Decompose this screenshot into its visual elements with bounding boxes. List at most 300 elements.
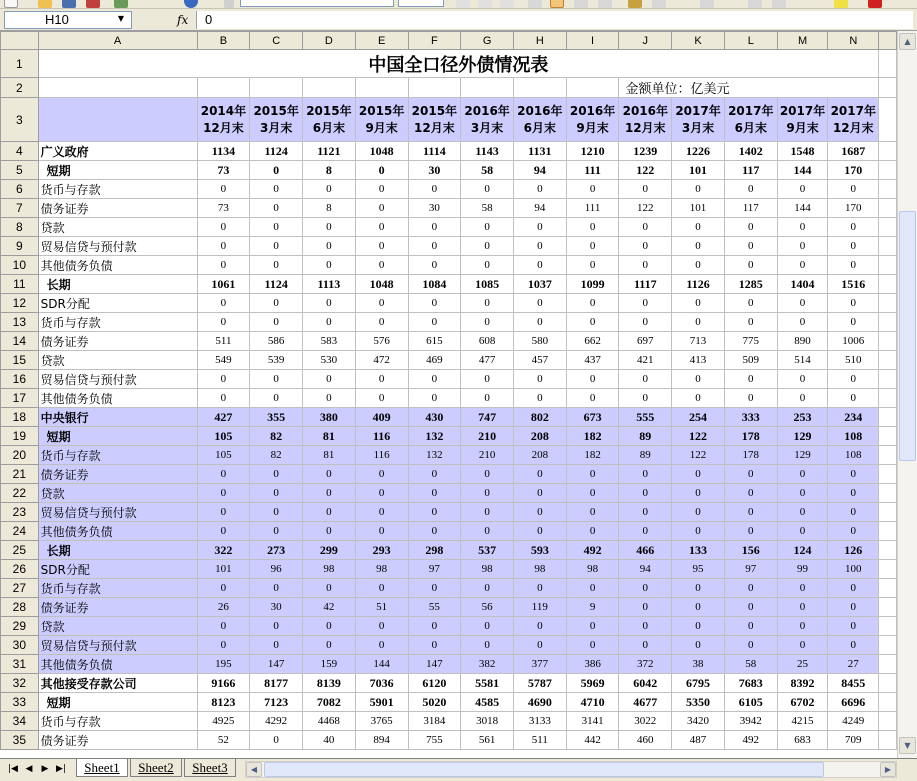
value-cell[interactable]: 0 (566, 294, 619, 313)
unit-label[interactable]: 金额单位：亿美元 (619, 78, 879, 98)
period-header[interactable]: 2017年 9月末 (777, 98, 828, 142)
row-header[interactable]: 29 (1, 617, 39, 636)
value-cell[interactable]: 0 (408, 579, 461, 598)
align-right-icon[interactable] (574, 0, 588, 8)
permission-icon[interactable] (86, 0, 100, 8)
row-label[interactable]: 贷款 (38, 617, 197, 636)
value-cell[interactable]: 0 (513, 218, 566, 237)
value-cell[interactable]: 0 (513, 389, 566, 408)
value-cell[interactable]: 117 (724, 161, 777, 180)
value-cell[interactable]: 55 (408, 598, 461, 617)
row-header[interactable]: 25 (1, 541, 39, 560)
value-cell[interactable]: 0 (828, 522, 879, 541)
tab-sheet1[interactable]: Sheet1 (76, 759, 128, 777)
value-cell[interactable]: 0 (724, 579, 777, 598)
value-cell[interactable]: 159 (303, 655, 356, 674)
value-cell[interactable]: 0 (828, 180, 879, 199)
value-cell[interactable]: 0 (197, 237, 250, 256)
value-cell[interactable]: 105 (197, 446, 250, 465)
value-cell[interactable]: 0 (197, 465, 250, 484)
value-cell[interactable]: 430 (408, 408, 461, 427)
value-cell[interactable]: 3942 (724, 712, 777, 731)
value-cell[interactable]: 0 (303, 180, 356, 199)
value-cell[interactable]: 3765 (355, 712, 408, 731)
value-cell[interactable]: 0 (197, 256, 250, 275)
row-label[interactable]: 贸易信贷与预付款 (38, 237, 197, 256)
value-cell[interactable]: 208 (513, 446, 566, 465)
column-header[interactable]: G (461, 32, 514, 50)
value-cell[interactable]: 6042 (619, 674, 672, 693)
value-cell[interactable]: 0 (566, 370, 619, 389)
value-cell[interactable]: 0 (672, 180, 725, 199)
value-cell[interactable]: 0 (408, 180, 461, 199)
value-cell[interactable]: 0 (197, 636, 250, 655)
cell[interactable] (250, 78, 303, 98)
period-header[interactable]: 2015年 9月末 (355, 98, 408, 142)
help-icon[interactable] (184, 0, 198, 8)
value-cell[interactable]: 273 (250, 541, 303, 560)
value-cell[interactable]: 0 (672, 636, 725, 655)
value-cell[interactable]: 6795 (672, 674, 725, 693)
value-cell[interactable]: 182 (566, 446, 619, 465)
cell[interactable] (355, 78, 408, 98)
value-cell[interactable]: 0 (303, 522, 356, 541)
row-header[interactable]: 10 (1, 256, 39, 275)
value-cell[interactable]: 116 (355, 427, 408, 446)
row-header[interactable]: 30 (1, 636, 39, 655)
row-label[interactable]: 贷款 (38, 484, 197, 503)
value-cell[interactable]: 0 (513, 465, 566, 484)
value-cell[interactable]: 0 (619, 370, 672, 389)
value-cell[interactable]: 1124 (250, 275, 303, 294)
prev-sheet-icon[interactable]: ◀ (25, 764, 33, 774)
value-cell[interactable]: 58 (724, 655, 777, 674)
value-cell[interactable]: 0 (724, 617, 777, 636)
decrease-indent-icon[interactable] (748, 0, 762, 8)
italic-icon[interactable] (478, 0, 492, 8)
period-header[interactable]: 2017年 6月末 (724, 98, 777, 142)
value-cell[interactable]: 0 (672, 313, 725, 332)
fill-color-icon[interactable] (834, 0, 848, 8)
value-cell[interactable]: 0 (303, 503, 356, 522)
value-cell[interactable]: 0 (777, 636, 828, 655)
value-cell[interactable]: 30 (250, 598, 303, 617)
value-cell[interactable]: 0 (250, 313, 303, 332)
value-cell[interactable]: 299 (303, 541, 356, 560)
value-cell[interactable]: 0 (461, 370, 514, 389)
value-cell[interactable]: 0 (724, 370, 777, 389)
value-cell[interactable]: 0 (461, 522, 514, 541)
value-cell[interactable]: 3133 (513, 712, 566, 731)
value-cell[interactable]: 697 (619, 332, 672, 351)
value-cell[interactable]: 0 (303, 465, 356, 484)
value-cell[interactable]: 0 (461, 503, 514, 522)
cell[interactable] (879, 674, 897, 693)
row-header[interactable]: 13 (1, 313, 39, 332)
column-header[interactable]: M (777, 32, 828, 50)
formula-input[interactable]: 0 (196, 11, 913, 29)
value-cell[interactable]: 9166 (197, 674, 250, 693)
value-cell[interactable]: 492 (566, 541, 619, 560)
value-cell[interactable]: 0 (672, 389, 725, 408)
row-label[interactable]: 广义政府 (38, 142, 197, 161)
tab-sheet3[interactable]: Sheet3 (184, 759, 236, 777)
value-cell[interactable]: 492 (724, 731, 777, 750)
value-cell[interactable]: 0 (724, 484, 777, 503)
underline-icon[interactable] (500, 0, 514, 8)
value-cell[interactable]: 0 (672, 503, 725, 522)
cell[interactable] (879, 237, 897, 256)
row-header[interactable]: 14 (1, 332, 39, 351)
value-cell[interactable]: 0 (197, 218, 250, 237)
last-sheet-icon[interactable]: ▶| (56, 764, 66, 774)
column-header[interactable]: B (197, 32, 250, 50)
toolbar-options-icon[interactable] (224, 0, 234, 8)
value-cell[interactable]: 98 (461, 560, 514, 579)
value-cell[interactable]: 709 (828, 731, 879, 750)
cell[interactable] (879, 598, 897, 617)
value-cell[interactable]: 0 (197, 617, 250, 636)
cell[interactable] (879, 579, 897, 598)
value-cell[interactable]: 8 (303, 161, 356, 180)
value-cell[interactable]: 0 (197, 522, 250, 541)
period-header[interactable]: 2015年 12月末 (408, 98, 461, 142)
value-cell[interactable]: 583 (303, 332, 356, 351)
insert-function-icon[interactable]: fx (177, 13, 189, 27)
cell[interactable] (879, 50, 897, 78)
value-cell[interactable]: 615 (408, 332, 461, 351)
value-cell[interactable]: 52 (197, 731, 250, 750)
cell[interactable] (879, 218, 897, 237)
value-cell[interactable]: 94 (619, 560, 672, 579)
value-cell[interactable]: 133 (672, 541, 725, 560)
row-label[interactable]: SDR分配 (38, 560, 197, 579)
align-left-icon[interactable] (528, 0, 542, 8)
value-cell[interactable]: 0 (303, 579, 356, 598)
value-cell[interactable]: 0 (566, 313, 619, 332)
value-cell[interactable]: 0 (197, 294, 250, 313)
value-cell[interactable]: 73 (197, 199, 250, 218)
row-header[interactable]: 7 (1, 199, 39, 218)
row-header[interactable]: 21 (1, 465, 39, 484)
cell[interactable] (879, 98, 897, 142)
value-cell[interactable]: 0 (566, 617, 619, 636)
value-cell[interactable]: 0 (828, 484, 879, 503)
row-header[interactable]: 32 (1, 674, 39, 693)
row-header[interactable]: 31 (1, 655, 39, 674)
value-cell[interactable]: 0 (355, 579, 408, 598)
cell[interactable] (197, 78, 250, 98)
value-cell[interactable]: 0 (355, 636, 408, 655)
value-cell[interactable]: 119 (513, 598, 566, 617)
value-cell[interactable]: 0 (619, 313, 672, 332)
value-cell[interactable]: 0 (672, 465, 725, 484)
value-cell[interactable]: 1048 (355, 275, 408, 294)
value-cell[interactable]: 9 (566, 598, 619, 617)
tab-sheet2[interactable]: Sheet2 (130, 759, 182, 777)
value-cell[interactable]: 0 (619, 218, 672, 237)
value-cell[interactable]: 510 (828, 351, 879, 370)
value-cell[interactable]: 98 (566, 560, 619, 579)
value-cell[interactable]: 0 (250, 522, 303, 541)
row-label[interactable]: 债务证券 (38, 332, 197, 351)
value-cell[interactable]: 25 (777, 655, 828, 674)
value-cell[interactable]: 0 (724, 180, 777, 199)
scroll-up-icon[interactable]: ▲ (899, 33, 916, 50)
value-cell[interactable]: 509 (724, 351, 777, 370)
value-cell[interactable]: 0 (250, 237, 303, 256)
value-cell[interactable]: 6696 (828, 693, 879, 712)
row-header[interactable]: 1 (1, 50, 39, 78)
value-cell[interactable]: 0 (777, 237, 828, 256)
value-cell[interactable]: 0 (724, 294, 777, 313)
value-cell[interactable]: 0 (461, 313, 514, 332)
value-cell[interactable]: 0 (777, 256, 828, 275)
value-cell[interactable]: 56 (461, 598, 514, 617)
value-cell[interactable]: 96 (250, 560, 303, 579)
horizontal-scroll-thumb[interactable] (264, 762, 824, 777)
row-label[interactable]: SDR分配 (38, 294, 197, 313)
value-cell[interactable]: 0 (672, 484, 725, 503)
value-cell[interactable]: 210 (461, 427, 514, 446)
value-cell[interactable]: 38 (672, 655, 725, 674)
value-cell[interactable]: 0 (619, 636, 672, 655)
value-cell[interactable]: 111 (566, 161, 619, 180)
value-cell[interactable]: 0 (355, 370, 408, 389)
value-cell[interactable]: 713 (672, 332, 725, 351)
value-cell[interactable]: 0 (828, 636, 879, 655)
value-cell[interactable]: 1239 (619, 142, 672, 161)
new-file-icon[interactable] (4, 0, 18, 8)
value-cell[interactable]: 8455 (828, 674, 879, 693)
value-cell[interactable]: 0 (197, 180, 250, 199)
next-sheet-icon[interactable]: ▶ (41, 764, 49, 774)
row-header[interactable]: 27 (1, 579, 39, 598)
value-cell[interactable]: 0 (724, 503, 777, 522)
value-cell[interactable]: 0 (777, 503, 828, 522)
value-cell[interactable]: 894 (355, 731, 408, 750)
value-cell[interactable]: 4690 (513, 693, 566, 712)
cell[interactable] (879, 370, 897, 389)
value-cell[interactable]: 0 (566, 389, 619, 408)
value-cell[interactable]: 0 (250, 484, 303, 503)
value-cell[interactable]: 3141 (566, 712, 619, 731)
value-cell[interactable]: 0 (513, 617, 566, 636)
value-cell[interactable]: 94 (513, 199, 566, 218)
value-cell[interactable]: 122 (672, 446, 725, 465)
value-cell[interactable]: 0 (566, 218, 619, 237)
value-cell[interactable]: 0 (724, 598, 777, 617)
row-label[interactable]: 贷款 (38, 218, 197, 237)
value-cell[interactable]: 0 (777, 313, 828, 332)
value-cell[interactable]: 147 (250, 655, 303, 674)
value-cell[interactable]: 555 (619, 408, 672, 427)
value-cell[interactable]: 377 (513, 655, 566, 674)
value-cell[interactable]: 4249 (828, 712, 879, 731)
scroll-down-icon[interactable]: ▼ (899, 737, 916, 754)
cell[interactable] (566, 78, 619, 98)
print-icon[interactable] (114, 0, 128, 8)
value-cell[interactable]: 477 (461, 351, 514, 370)
value-cell[interactable]: 132 (408, 446, 461, 465)
scroll-right-icon[interactable]: ▶ (880, 762, 896, 777)
value-cell[interactable]: 775 (724, 332, 777, 351)
column-header[interactable]: A (38, 32, 197, 50)
select-all-corner[interactable] (1, 32, 39, 50)
row-label[interactable]: 贸易信贷与预付款 (38, 503, 197, 522)
value-cell[interactable]: 0 (619, 256, 672, 275)
value-cell[interactable]: 1402 (724, 142, 777, 161)
value-cell[interactable]: 7082 (303, 693, 356, 712)
column-header[interactable]: K (672, 32, 725, 50)
cell[interactable] (38, 78, 197, 98)
column-header[interactable]: J (619, 32, 672, 50)
value-cell[interactable]: 0 (355, 237, 408, 256)
decrease-decimal-icon[interactable] (700, 0, 714, 8)
row-header[interactable]: 8 (1, 218, 39, 237)
value-cell[interactable]: 0 (461, 218, 514, 237)
row-header[interactable]: 24 (1, 522, 39, 541)
row-header[interactable]: 19 (1, 427, 39, 446)
value-cell[interactable]: 182 (566, 427, 619, 446)
value-cell[interactable]: 122 (619, 199, 672, 218)
value-cell[interactable]: 30 (408, 161, 461, 180)
value-cell[interactable]: 802 (513, 408, 566, 427)
value-cell[interactable]: 7123 (250, 693, 303, 712)
value-cell[interactable]: 662 (566, 332, 619, 351)
value-cell[interactable]: 40 (303, 731, 356, 750)
value-cell[interactable]: 0 (355, 218, 408, 237)
value-cell[interactable]: 1124 (250, 142, 303, 161)
value-cell[interactable]: 98 (303, 560, 356, 579)
cell[interactable] (879, 199, 897, 218)
value-cell[interactable]: 101 (672, 199, 725, 218)
row-label[interactable]: 其他接受存款公司 (38, 674, 197, 693)
value-cell[interactable]: 386 (566, 655, 619, 674)
cell[interactable] (879, 427, 897, 446)
value-cell[interactable]: 0 (672, 522, 725, 541)
value-cell[interactable]: 0 (724, 256, 777, 275)
value-cell[interactable]: 0 (777, 522, 828, 541)
row-header[interactable]: 35 (1, 731, 39, 750)
value-cell[interactable]: 1114 (408, 142, 461, 161)
value-cell[interactable]: 1048 (355, 142, 408, 161)
value-cell[interactable]: 0 (566, 465, 619, 484)
value-cell[interactable]: 82 (250, 427, 303, 446)
period-header[interactable]: 2017年 3月末 (672, 98, 725, 142)
value-cell[interactable]: 4710 (566, 693, 619, 712)
value-cell[interactable]: 0 (672, 579, 725, 598)
row-label[interactable]: 长期 (38, 275, 197, 294)
value-cell[interactable]: 1687 (828, 142, 879, 161)
value-cell[interactable]: 0 (303, 218, 356, 237)
value-cell[interactable]: 0 (355, 503, 408, 522)
row-label[interactable]: 其他债务负债 (38, 522, 197, 541)
value-cell[interactable]: 254 (672, 408, 725, 427)
value-cell[interactable]: 0 (724, 636, 777, 655)
value-cell[interactable]: 195 (197, 655, 250, 674)
percent-icon[interactable] (652, 0, 666, 8)
value-cell[interactable]: 0 (355, 294, 408, 313)
value-cell[interactable]: 683 (777, 731, 828, 750)
value-cell[interactable]: 0 (777, 617, 828, 636)
value-cell[interactable]: 144 (777, 161, 828, 180)
value-cell[interactable]: 0 (408, 465, 461, 484)
value-cell[interactable]: 0 (355, 313, 408, 332)
value-cell[interactable]: 380 (303, 408, 356, 427)
value-cell[interactable]: 0 (250, 199, 303, 218)
value-cell[interactable]: 0 (250, 389, 303, 408)
value-cell[interactable]: 0 (672, 598, 725, 617)
value-cell[interactable]: 178 (724, 427, 777, 446)
value-cell[interactable]: 421 (619, 351, 672, 370)
value-cell[interactable]: 73 (197, 161, 250, 180)
value-cell[interactable]: 108 (828, 446, 879, 465)
value-cell[interactable]: 0 (408, 617, 461, 636)
value-cell[interactable]: 51 (355, 598, 408, 617)
row-header[interactable]: 9 (1, 237, 39, 256)
cell[interactable] (879, 636, 897, 655)
period-header[interactable]: 2016年 6月末 (513, 98, 566, 142)
chevron-down-icon[interactable]: ▼ (117, 14, 125, 23)
value-cell[interactable]: 0 (777, 465, 828, 484)
row-label[interactable]: 债务证券 (38, 199, 197, 218)
row-label[interactable]: 货币与存款 (38, 446, 197, 465)
cell[interactable] (879, 484, 897, 503)
value-cell[interactable]: 0 (408, 484, 461, 503)
value-cell[interactable]: 0 (197, 579, 250, 598)
row-header[interactable]: 12 (1, 294, 39, 313)
value-cell[interactable]: 0 (777, 389, 828, 408)
period-header[interactable]: 2015年 6月末 (303, 98, 356, 142)
value-cell[interactable]: 0 (303, 370, 356, 389)
value-cell[interactable]: 0 (197, 313, 250, 332)
cell[interactable] (879, 275, 897, 294)
value-cell[interactable]: 0 (461, 237, 514, 256)
value-cell[interactable]: 0 (408, 237, 461, 256)
value-cell[interactable]: 30 (408, 199, 461, 218)
open-folder-icon[interactable] (38, 0, 52, 8)
value-cell[interactable]: 0 (619, 237, 672, 256)
row-label[interactable]: 贷款 (38, 351, 197, 370)
value-cell[interactable]: 0 (355, 617, 408, 636)
value-cell[interactable]: 0 (250, 636, 303, 655)
value-cell[interactable]: 144 (777, 199, 828, 218)
value-cell[interactable]: 0 (566, 579, 619, 598)
row-label[interactable]: 债务证券 (38, 465, 197, 484)
value-cell[interactable]: 0 (724, 237, 777, 256)
value-cell[interactable]: 0 (303, 636, 356, 655)
row-label[interactable]: 短期 (38, 161, 197, 180)
row-header[interactable]: 15 (1, 351, 39, 370)
value-cell[interactable]: 469 (408, 351, 461, 370)
value-cell[interactable]: 0 (408, 313, 461, 332)
value-cell[interactable]: 0 (513, 636, 566, 655)
value-cell[interactable]: 94 (513, 161, 566, 180)
cell[interactable] (879, 617, 897, 636)
value-cell[interactable]: 5020 (408, 693, 461, 712)
value-cell[interactable]: 208 (513, 427, 566, 446)
row-header[interactable]: 28 (1, 598, 39, 617)
value-cell[interactable]: 1548 (777, 142, 828, 161)
value-cell[interactable]: 549 (197, 351, 250, 370)
value-cell[interactable]: 0 (250, 218, 303, 237)
first-sheet-icon[interactable]: |◀ (8, 764, 18, 774)
cell[interactable] (38, 98, 197, 142)
value-cell[interactable]: 8392 (777, 674, 828, 693)
value-cell[interactable]: 210 (461, 446, 514, 465)
value-cell[interactable]: 1226 (672, 142, 725, 161)
